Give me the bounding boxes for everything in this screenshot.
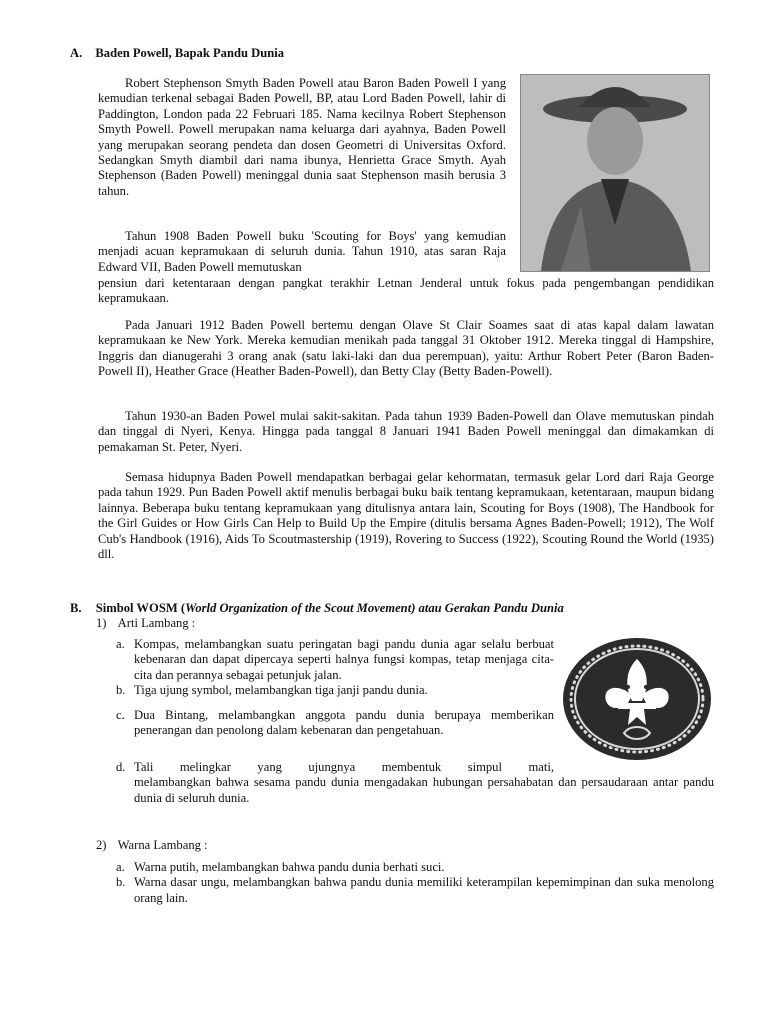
wosm-emblem-graphic <box>562 637 712 761</box>
sub1-item-a <box>116 637 554 683</box>
sub1-item-a-text: Kompas, melambangkan suatu peringatan bagi pandu dunia agar selalu berbuat kebenaran dan dapat dipercaya seperti halnya fungsi kompas, tetap menjaga cita-cita dan perannya sebagai petunjuk jalan. <box>134 637 554 682</box>
section-b-title-prefix: Simbol WOSM ( <box>95 601 186 615</box>
sub2-item-b <box>116 875 714 906</box>
sub2-list <box>116 860 714 906</box>
sub2-item-b-letter: b. <box>116 875 126 890</box>
sub1-heading <box>96 616 195 631</box>
section-a-para-4: Tahun 1930-an Baden Powel mulai sakit-sakitan. Pada tahun 1939 Baden-Powell dan Olave memutuskan pindah dan tinggal di Nyeri, Kenya. Hingga pada tanggal 8 Januari 1941 Baden Powell meninggal dan dimakamkan di pemakaman St. Peter, Nyeri. <box>98 409 714 454</box>
sub1-item-c-text: Dua Bintang, melambangkan anggota pandu dunia berupaya memberikan penerangan dan penolong dalam kebenaran dan pengetahuan. <box>134 707 554 738</box>
portrait-illustration <box>521 75 709 271</box>
section-a-title: Baden Powell, Bapak Pandu Dunia <box>95 46 285 60</box>
sub1-item-b-letter: b. <box>116 683 126 698</box>
section-b-letter: B. <box>70 601 82 615</box>
sub1-item-d-letter: d. <box>116 760 126 774</box>
section-a-para-5: Semasa hidupnya Baden Powell mendapatkan berbagai gelar kehormatan, termasuk gelar Lord dari Raja George pada tahun 1929. Pun Baden Powell aktif menulis berbagai buku baik tentang kepramukaan, ketentaraan, maupun bidang lainnya. Beberapa buku tentang kepramukaan yang ditulisnya antara lain, Scouting for Boys (1908), The Handbook for the Girl Guides or How Girls Can Help to Build Up the Empire (ditulis bersama Agnes Baden-Powell; 1912), The Wolf Cub's Handbook (1916), Aids To Scoutmastership (1919), Rovering to Success (1922), Scouting Round the World (1935) dll. <box>98 470 714 562</box>
section-b-heading <box>70 601 564 616</box>
section-a-letter: A. <box>70 46 83 60</box>
sub2-item-a-letter: a. <box>116 860 125 874</box>
sub1-item-d-line1: Tali melingkar yang ujungnya membentuk simpul mati, <box>134 760 554 774</box>
sub1-title: Arti Lambang : <box>117 616 196 630</box>
sub2-item-a <box>116 860 714 875</box>
section-b-title-italic: World Organization of the Scout Movement) atau Gerakan Pandu Dunia <box>185 601 564 615</box>
section-a-para-2: Tahun 1908 Baden Powell buku 'Scouting for Boys' yang kemudian menjadi acuan kepramukaan di seluruh dunia. Tahun 1910, atas saran Raja Edward VII, Baden Powell memutuskan <box>98 229 506 274</box>
sub1-item-d-text-rest: melambangkan bahwa sesama pandu dunia mengadakan hubungan persahabatan dan persaudaraan antar pandu dunia di seluruh dunia. <box>134 775 714 805</box>
baden-powell-portrait <box>520 74 710 272</box>
section-a-para-2-continued: pensiun dari ketentaraan dengan pangkat terakhir Letnan Jenderal untuk fokus pada pengembangan pendidikan kepramukaan. <box>98 276 714 306</box>
sub2-number: 2) <box>96 838 107 852</box>
sub2-title: Warna Lambang : <box>117 838 208 852</box>
section-a-para-3: Pada Januari 1912 Baden Powell bertemu dengan Olave St Clair Soames saat di atas kapal dalam lawatan kepramukaan ke New York. Mereka kemudian menikah pada tanggal 31 Oktober 1912. Mereka tinggal di Hampshire, Inggris dan dianugerahi 3 orang anak (satu laki-laki dan dua perempuan), yaitu: Arthur Robert Peter (Baron Baden-Powell II), Heather Grace (Heather Baden-Powell), dan Betty Clay (Betty Baden-Powell). <box>98 318 714 379</box>
sub1-item-b <box>116 683 554 698</box>
sub2-heading <box>96 838 208 853</box>
sub1-item-b-text: Tiga ujung symbol, melambangkan tiga janji pandu dunia. <box>134 683 428 698</box>
wosm-emblem <box>562 637 712 761</box>
sub1-item-c <box>116 708 554 739</box>
sub2-item-a-text: Warna putih, melambangkan bahwa pandu dunia berhati suci. <box>134 860 445 874</box>
sub1-number: 1) <box>96 616 107 630</box>
sub1-item-a-letter: a. <box>116 637 125 651</box>
sub1-item-c-letter: c. <box>116 707 125 722</box>
sub2-item-b-text: Warna dasar ungu, melambangkan bahwa pandu dunia memiliki keterampilan kepemimpinan dan suka menolong orang lain. <box>134 875 714 905</box>
section-a-para-1: Robert Stephenson Smyth Baden Powell atau Baron Baden Powell I yang kemudian terkenal sebagai Baden Powell, BP, atau Lord Baden Powell, lahir di Paddington, London pada 22 Februari 185. Nama kecilnya Robert Stephenson Smyth Powell. Powell merupakan nama keluarga dari ayahnya, Baden Powell yang merupakan seorang pendeta dan dosen Geometri di Universitas Oxford. Sedangkan Smyth diambil dari nama ibunya, Henrietta Grace Smyth. Ayah Stephenson (Baden Powell) meninggal dunia saat Stephenson masih berusia 3 tahun. <box>98 76 506 198</box>
section-a-heading <box>70 46 284 61</box>
sub1-item-d <box>116 760 714 806</box>
sub1-list <box>116 637 554 738</box>
